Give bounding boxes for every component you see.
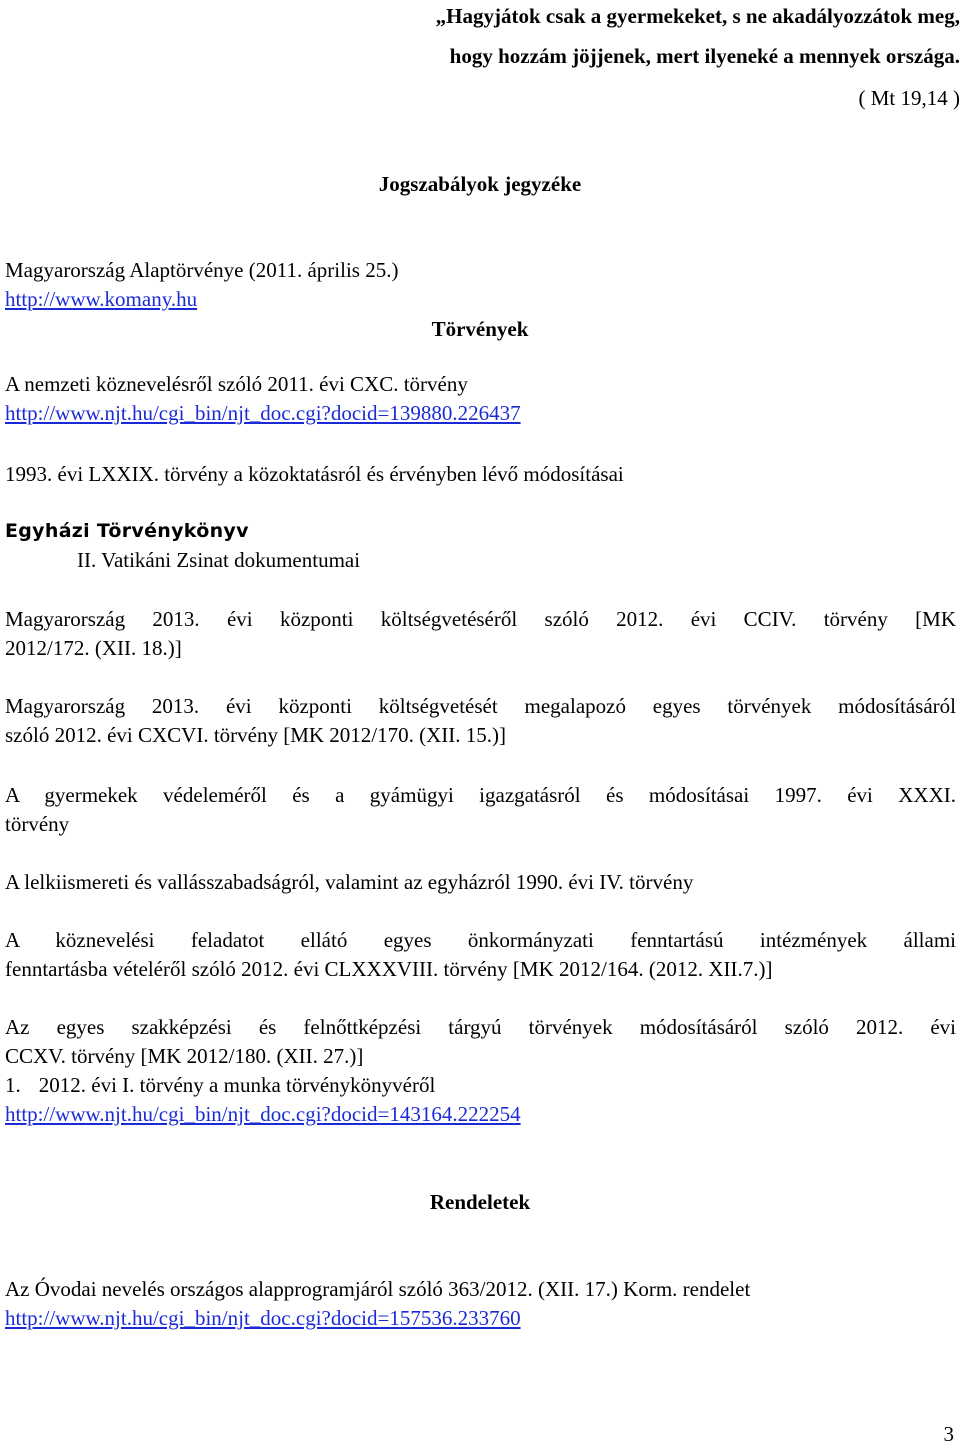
vatikani-zsinat: II. Vatikáni Zsinat dokumentumai [77, 548, 361, 572]
szakkepzes-line-1: Az egyes szakképzési és felnőttképzési tárgyú törvények módosításáról szóló 2012. évi [5, 1015, 956, 1039]
alaptorveny-text: Magyarország Alaptörvénye (2011. április 25.) [5, 258, 399, 282]
koltsegvetes-line-2: 2012/172. (XII. 18.)] [5, 636, 182, 660]
alaptorveny-link[interactable]: http://www.komany.hu [5, 287, 198, 311]
kozneveles-link[interactable]: http://www.njt.hu/cgi_bin/njt_doc.cgi?docid=139880.226437 [5, 401, 521, 425]
munka-item [5, 1071, 960, 1100]
quote-reference: ( Mt 19,14 ) [858, 86, 960, 110]
allami-line-2: fenntartásba vételéről szóló 2012. évi CLXXXVIII. törvény [MK 2012/164. (2012. XII.7.)] [5, 957, 773, 981]
torvenyek-heading: Törvények [431, 317, 529, 341]
szakkepzes-line-2: CCXV. törvény [MK 2012/180. (XII. 27.)] [5, 1044, 364, 1068]
koltsegvetes-line-1: Magyarország 2013. évi központi költségvetéséről szóló 2012. évi CCIV. törvény [MK [5, 607, 956, 631]
egyhazi-torvenykonyv: Egyházi Törvénykönyv [5, 520, 249, 542]
munka-number: 1. [5, 1073, 21, 1097]
rendeletek-heading: Rendeletek [429, 1190, 531, 1214]
megalapozo-line-1: Magyarország 2013. évi központi költségvetését megalapozó egyes törvények módosításáról [5, 694, 956, 718]
munka-link[interactable]: http://www.njt.hu/cgi_bin/njt_doc.cgi?docid=143164.222254 [5, 1102, 521, 1126]
megalapozo-line-2: szóló 2012. évi CXCVI. törvény [MK 2012/170. (XII. 15.)] [5, 723, 507, 747]
kozneveles-text: A nemzeti köznevelésről szóló 2011. évi CXC. törvény [5, 372, 468, 396]
allami-line-1: A köznevelési feladatot ellátó egyes önkormányzati fenntartású intézmények állami [5, 928, 956, 952]
gyermekvedelem-line-1: A gyermekek védeleméről és a gyámügyi igazgatásról és módosításai 1997. évi XXXI. [5, 783, 956, 807]
ovodai-text: Az Óvodai nevelés országos alapprogramjáról szóló 363/2012. (XII. 17.) Korm. rendelet [5, 1277, 751, 1301]
quote-line-2: hogy hozzám jöjjenek, mert ilyeneké a mennyek országa. [449, 44, 960, 68]
page-number: 3 [943, 1422, 954, 1446]
gyermekvedelem-line-2: törvény [5, 812, 70, 836]
page-title: Jogszabályok jegyzéke [378, 172, 582, 196]
lelkiismereti-text: A lelkiismereti és vallásszabadságról, valamint az egyházról 1990. évi IV. törvény [5, 870, 694, 894]
ovodai-link[interactable]: http://www.njt.hu/cgi_bin/njt_doc.cgi?docid=157536.233760 [5, 1306, 521, 1330]
kozoktatas-text: 1993. évi LXXIX. törvény a közoktatásról és érvényben lévő módosításai [5, 462, 624, 486]
munka-text: 2012. évi I. törvény a munka törvénykönyvéről [38, 1073, 436, 1097]
quote-line-1: „Hagyjátok csak a gyermekeket, s ne akadályozzátok meg, [435, 4, 960, 28]
